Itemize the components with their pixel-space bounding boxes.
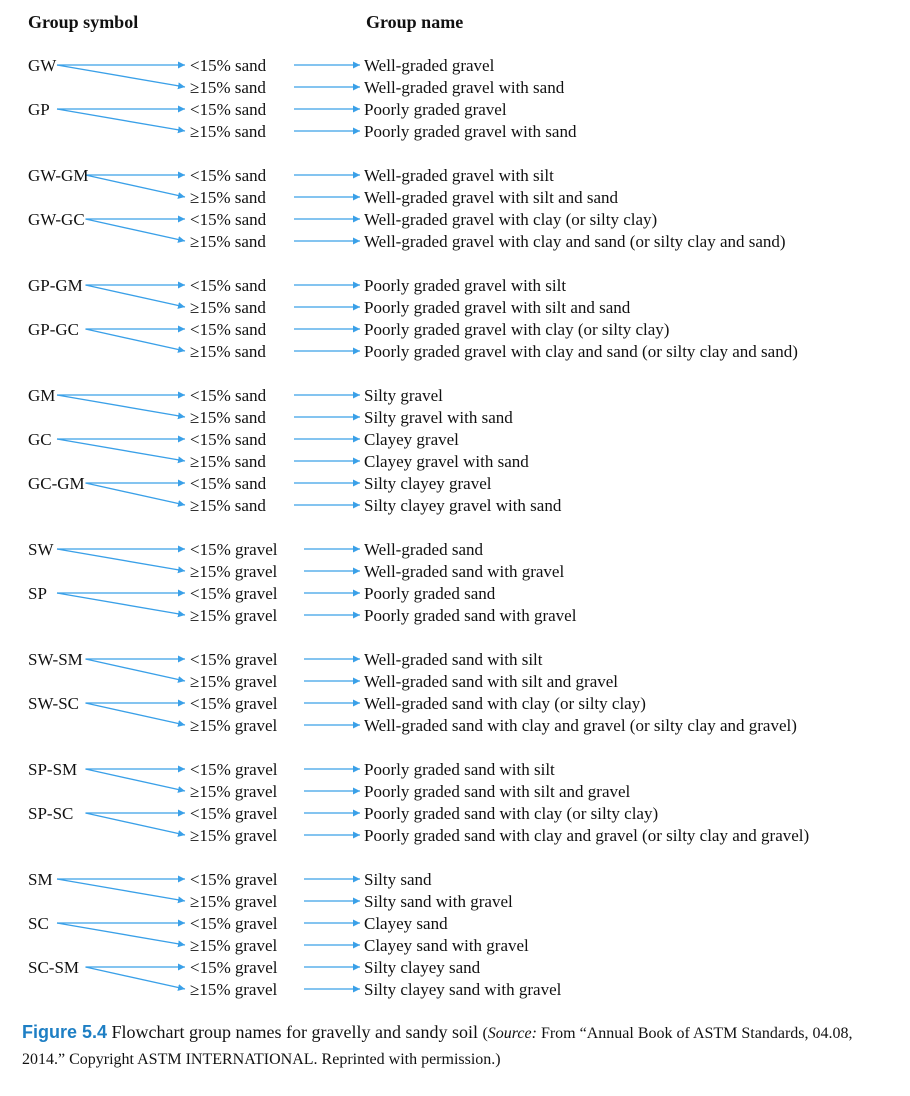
group-name: Silty gravel xyxy=(364,386,443,405)
branch-arrow xyxy=(86,483,186,505)
group-symbol: GM xyxy=(28,386,56,405)
condition-label: <15% sand xyxy=(190,210,267,229)
branch-arrow xyxy=(57,439,185,461)
group-symbol: SC xyxy=(28,914,49,933)
branch-arrow xyxy=(86,967,186,989)
branch-arrow xyxy=(57,549,185,571)
group-name: Well-graded sand with gravel xyxy=(364,562,565,581)
group-symbol: SP-SC xyxy=(28,804,74,823)
group-symbol: SC-SM xyxy=(28,958,80,977)
group-name-header: Group name xyxy=(366,12,464,32)
branch-arrow xyxy=(57,65,185,87)
group-symbol: GP xyxy=(28,100,50,119)
group-name: Well-graded sand xyxy=(364,540,483,559)
group-symbol: SP-SM xyxy=(28,760,78,779)
branch-arrow xyxy=(57,923,185,945)
group-name: Clayey gravel xyxy=(364,430,459,449)
group-name: Poorly graded sand with silt xyxy=(364,760,555,779)
group-symbol-header: Group symbol xyxy=(28,12,139,32)
condition-label: ≥15% gravel xyxy=(190,936,278,955)
condition-label: ≥15% sand xyxy=(190,342,266,361)
condition-label: <15% gravel xyxy=(190,914,278,933)
group-name: Poorly graded sand xyxy=(364,584,496,603)
branch-arrow xyxy=(86,703,186,725)
condition-label: <15% gravel xyxy=(190,870,278,889)
condition-label: <15% gravel xyxy=(190,650,278,669)
figure-label: Figure 5.4 xyxy=(22,1022,108,1042)
condition-label: ≥15% sand xyxy=(190,232,266,251)
group-name: Well-graded gravel with sand xyxy=(364,78,565,97)
condition-label: ≥15% gravel xyxy=(190,892,278,911)
group-symbol: GW xyxy=(28,56,57,75)
group-symbol: SM xyxy=(28,870,53,889)
group-name: Poorly graded sand with clay (or silty clay) xyxy=(364,804,659,823)
condition-label: ≥15% sand xyxy=(190,78,266,97)
group-name: Silty clayey sand with gravel xyxy=(364,980,562,999)
group-symbol: SW-SC xyxy=(28,694,80,713)
group-name: Silty clayey sand xyxy=(364,958,481,977)
condition-label: ≥15% gravel xyxy=(190,562,278,581)
condition-label: <15% sand xyxy=(190,386,267,405)
group-name: Well-graded gravel with silt xyxy=(364,166,554,185)
group-name: Clayey sand with gravel xyxy=(364,936,529,955)
condition-label: ≥15% sand xyxy=(190,122,266,141)
source-open-paren: ( xyxy=(482,1025,488,1042)
group-name: Poorly graded sand with clay and gravel (or silty clay and gravel) xyxy=(364,826,810,845)
branch-arrow xyxy=(57,395,185,417)
condition-label: ≥15% gravel xyxy=(190,606,278,625)
condition-label: <15% sand xyxy=(190,166,267,185)
group-name: Poorly graded gravel with clay (or silty clay) xyxy=(364,320,670,339)
group-name: Poorly graded gravel with silt and sand xyxy=(364,298,631,317)
branch-arrow xyxy=(57,109,185,131)
condition-label: ≥15% sand xyxy=(190,496,266,515)
branch-arrow xyxy=(57,879,185,901)
group-name: Poorly graded sand with silt and gravel xyxy=(364,782,631,801)
figure-caption xyxy=(22,1020,882,1072)
condition-label: <15% sand xyxy=(190,100,267,119)
branch-arrow xyxy=(86,329,186,351)
condition-label: <15% sand xyxy=(190,276,267,295)
condition-label: <15% sand xyxy=(190,56,267,75)
condition-label: ≥15% sand xyxy=(190,298,266,317)
group-name: Well-graded gravel with clay and sand (or silty clay and sand) xyxy=(364,232,786,251)
condition-label: <15% gravel xyxy=(190,540,278,559)
group-name: Poorly graded gravel xyxy=(364,100,507,119)
group-name: Poorly graded gravel with clay and sand (or silty clay and sand) xyxy=(364,342,798,361)
group-name: Well-graded gravel xyxy=(364,56,495,75)
branch-arrow xyxy=(86,813,186,835)
condition-label: <15% sand xyxy=(190,474,267,493)
condition-label: ≥15% gravel xyxy=(190,782,278,801)
group-symbol: SP xyxy=(28,584,47,603)
condition-label: <15% gravel xyxy=(190,584,278,603)
group-symbol: SW xyxy=(28,540,54,559)
branch-arrow xyxy=(86,769,186,791)
branch-arrow xyxy=(86,285,186,307)
branch-arrow xyxy=(86,659,186,681)
group-symbol: GP-GM xyxy=(28,276,83,295)
group-symbol: GC xyxy=(28,430,52,449)
group-symbol: GW-GM xyxy=(28,166,89,185)
condition-label: ≥15% gravel xyxy=(190,826,278,845)
group-name: Well-graded sand with clay and gravel (or silty clay and gravel) xyxy=(364,716,797,735)
condition-label: ≥15% sand xyxy=(190,188,266,207)
figure-title: Flowchart group names for gravelly and sandy soil xyxy=(111,1022,478,1042)
group-name: Well-graded sand with silt and gravel xyxy=(364,672,619,691)
group-name: Silty sand with gravel xyxy=(364,892,513,911)
group-name: Silty gravel with sand xyxy=(364,408,513,427)
source-text: From “Annual Book of ASTM Standards, 04.08, 2014.” Copyright ASTM INTERNATIONAL. Reprinted with permission.) xyxy=(22,1025,853,1068)
condition-label: <15% sand xyxy=(190,430,267,449)
condition-label: ≥15% sand xyxy=(190,408,266,427)
condition-label: <15% gravel xyxy=(190,804,278,823)
branch-arrow xyxy=(86,175,186,197)
branch-arrow xyxy=(86,219,186,241)
condition-label: <15% gravel xyxy=(190,694,278,713)
group-name: Silty clayey gravel xyxy=(364,474,492,493)
condition-label: <15% sand xyxy=(190,320,267,339)
group-name: Well-graded sand with silt xyxy=(364,650,543,669)
group-name: Poorly graded gravel with silt xyxy=(364,276,567,295)
group-name: Well-graded gravel with silt and sand xyxy=(364,188,619,207)
group-name: Clayey sand xyxy=(364,914,448,933)
condition-label: ≥15% sand xyxy=(190,452,266,471)
group-name: Poorly graded sand with gravel xyxy=(364,606,577,625)
condition-label: ≥15% gravel xyxy=(190,980,278,999)
group-name: Silty sand xyxy=(364,870,432,889)
group-name: Clayey gravel with sand xyxy=(364,452,529,471)
group-symbol: SW-SM xyxy=(28,650,83,669)
group-symbol: GP-GC xyxy=(28,320,80,339)
group-symbol: GC-GM xyxy=(28,474,85,493)
condition-label: ≥15% gravel xyxy=(190,716,278,735)
group-name: Poorly graded gravel with sand xyxy=(364,122,577,141)
branch-arrow xyxy=(57,593,185,615)
group-name: Well-graded gravel with clay (or silty clay) xyxy=(364,210,658,229)
source-label: Source: xyxy=(487,1025,537,1042)
group-name: Well-graded sand with clay (or silty clay) xyxy=(364,694,646,713)
group-name: Silty clayey gravel with sand xyxy=(364,496,562,515)
condition-label: <15% gravel xyxy=(190,760,278,779)
condition-label: ≥15% gravel xyxy=(190,672,278,691)
group-symbol: GW-GC xyxy=(28,210,85,229)
condition-label: <15% gravel xyxy=(190,958,278,977)
